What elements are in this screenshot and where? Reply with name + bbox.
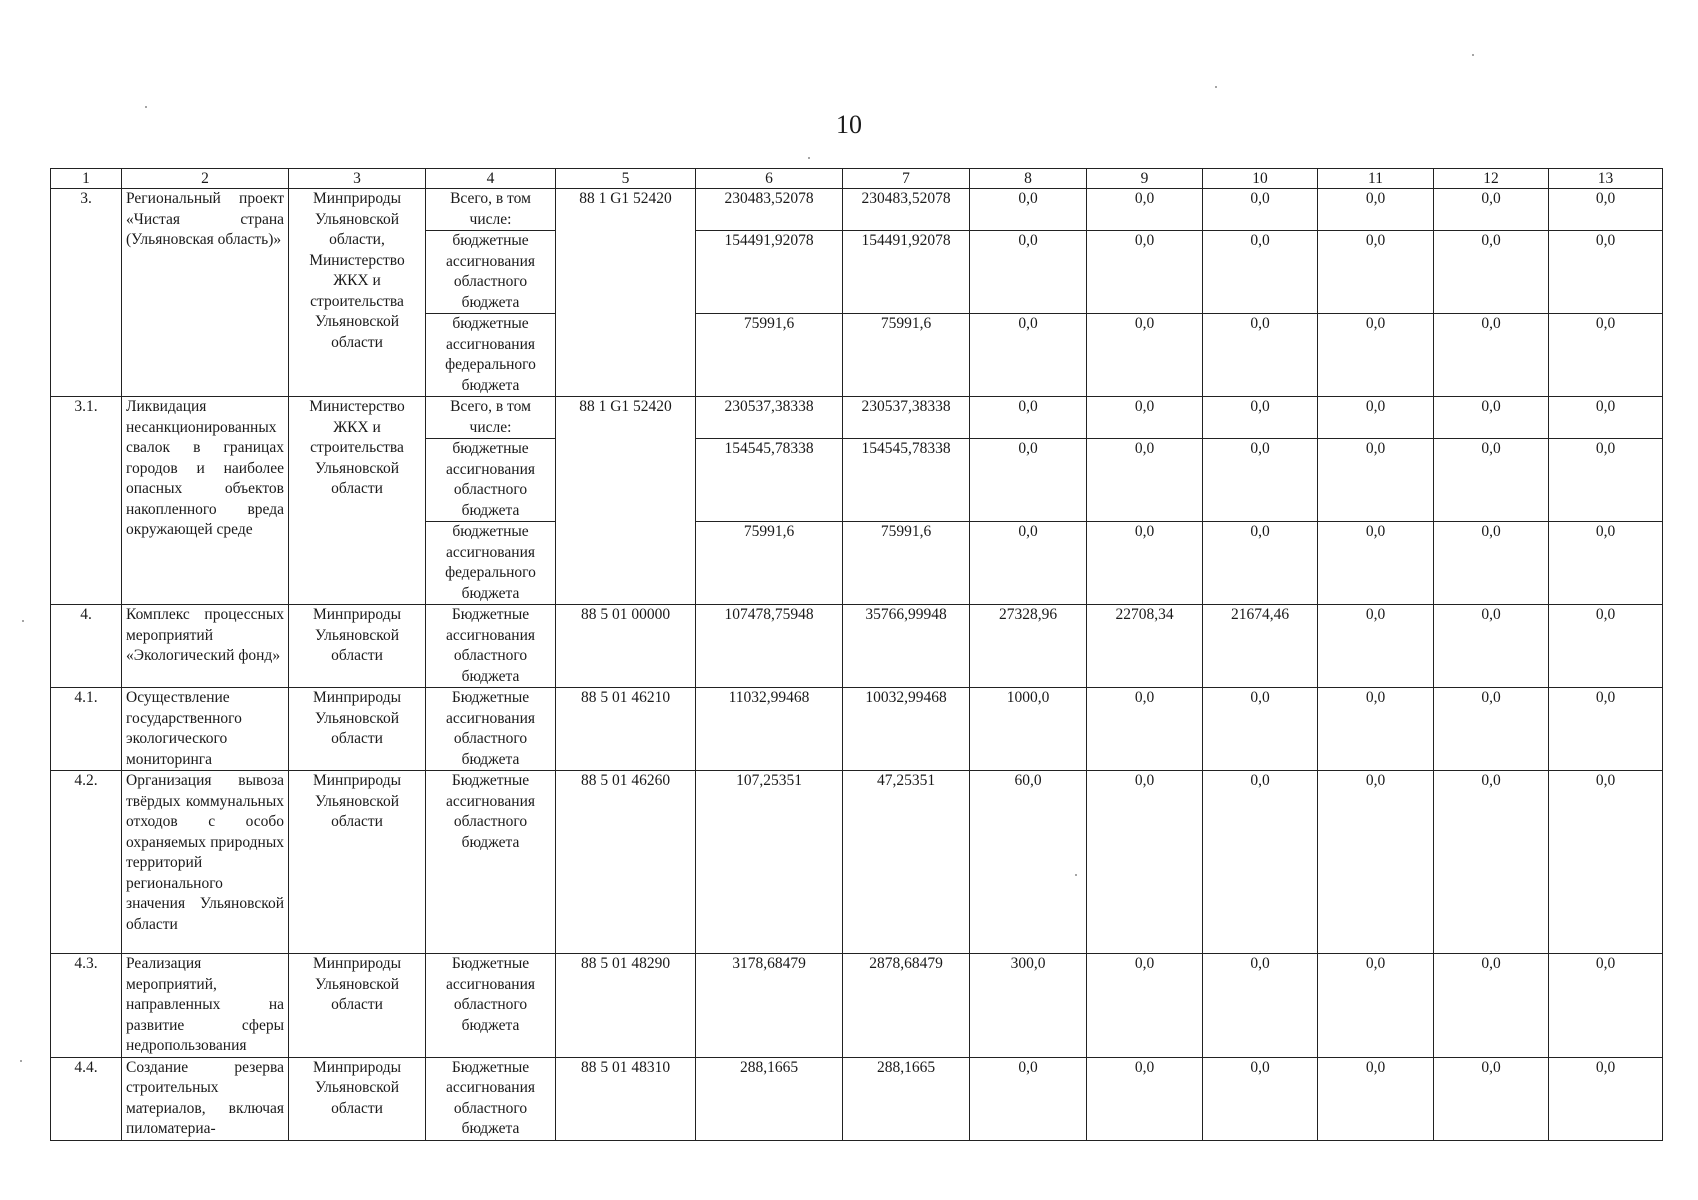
amount-cell: 0,0 (1318, 439, 1434, 522)
amount-cell: 0,0 (1087, 439, 1203, 522)
column-number: 8 (970, 169, 1087, 189)
table-row (51, 771, 1663, 954)
amount-cell: 0,0 (970, 522, 1087, 605)
amount-cell: 0,0 (1434, 231, 1549, 314)
amount-cell: 0,0 (1318, 314, 1434, 397)
amount-cell: 300,0 (970, 954, 1087, 1058)
amount-cell: 0,0 (1318, 1057, 1434, 1140)
item-number: 4.4. (51, 1057, 122, 1140)
item-executor: Минприроды Ульяновской области (289, 688, 426, 771)
amount-cell: 230537,38338 (843, 397, 970, 439)
amount-cell: 0,0 (1434, 1057, 1549, 1140)
amount-cell: 75991,6 (696, 314, 843, 397)
budget-code: 88 1 G1 52420 (556, 397, 696, 605)
amount-cell: 0,0 (1087, 688, 1203, 771)
funding-source: бюджетные ассигнования федерального бюджета (426, 314, 556, 397)
amount-cell: 75991,6 (696, 522, 843, 605)
amount-cell: 0,0 (1087, 1057, 1203, 1140)
column-number: 2 (122, 169, 289, 189)
column-number: 6 (696, 169, 843, 189)
amount-cell: 11032,99468 (696, 688, 843, 771)
item-number: 3. (51, 189, 122, 397)
item-number: 4.3. (51, 954, 122, 1058)
amount-cell: 0,0 (970, 397, 1087, 439)
amount-cell: 0,0 (1549, 189, 1663, 231)
amount-cell: 0,0 (1318, 605, 1434, 688)
amount-cell: 0,0 (1318, 397, 1434, 439)
amount-cell: 0,0 (1434, 605, 1549, 688)
amount-cell: 0,0 (1549, 688, 1663, 771)
amount-cell: 0,0 (1434, 688, 1549, 771)
amount-cell: 0,0 (1203, 771, 1318, 954)
column-number: 1 (51, 169, 122, 189)
budget-code: 88 5 01 00000 (556, 605, 696, 688)
scan-speck (145, 106, 147, 108)
table-row (51, 954, 1663, 1058)
amount-cell: 0,0 (1549, 954, 1663, 1058)
amount-cell: 0,0 (1203, 314, 1318, 397)
funding-source: бюджетные ассигнования областного бюджета (426, 439, 556, 522)
amount-cell: 0,0 (1434, 397, 1549, 439)
amount-cell: 0,0 (1203, 688, 1318, 771)
amount-cell: 0,0 (1549, 439, 1663, 522)
amount-cell: 75991,6 (843, 314, 970, 397)
amount-cell: 107478,75948 (696, 605, 843, 688)
scan-speck (20, 1060, 22, 1062)
amount-cell: 0,0 (1318, 189, 1434, 231)
scan-speck (1215, 86, 1217, 88)
amount-cell: 0,0 (1087, 771, 1203, 954)
amount-cell: 27328,96 (970, 605, 1087, 688)
amount-cell: 0,0 (1203, 231, 1318, 314)
scan-speck (22, 620, 24, 622)
amount-cell: 0,0 (1318, 771, 1434, 954)
amount-cell: 0,0 (970, 439, 1087, 522)
amount-cell: 0,0 (1087, 954, 1203, 1058)
table-row (51, 605, 1663, 688)
amount-cell: 22708,34 (1087, 605, 1203, 688)
amount-cell: 0,0 (1549, 231, 1663, 314)
scan-speck (808, 157, 810, 159)
item-number: 4. (51, 605, 122, 688)
item-name: Комплекс процессных мероприятий «Экологический фонд» (122, 605, 289, 688)
item-executor: Минприроды Ульяновской области (289, 771, 426, 954)
amount-cell: 0,0 (1434, 314, 1549, 397)
table-row (51, 688, 1663, 771)
budget-code: 88 5 01 46260 (556, 771, 696, 954)
funding-source: Бюджетные ассигнования областного бюджета (426, 954, 556, 1058)
amount-cell: 0,0 (1318, 954, 1434, 1058)
page-number: 10 (836, 110, 862, 139)
column-number: 9 (1087, 169, 1203, 189)
amount-cell: 0,0 (1318, 522, 1434, 605)
amount-cell: 0,0 (1549, 314, 1663, 397)
funding-source: бюджетные ассигнования федерального бюджета (426, 522, 556, 605)
amount-cell: 0,0 (1087, 522, 1203, 605)
budget-code: 88 5 01 48290 (556, 954, 696, 1058)
funding-source: Всего, в том числе: (426, 189, 556, 231)
column-number: 3 (289, 169, 426, 189)
amount-cell: 0,0 (1318, 688, 1434, 771)
item-executor: Минприроды Ульяновской области (289, 954, 426, 1058)
amount-cell: 154491,92078 (696, 231, 843, 314)
amount-cell: 0,0 (1549, 397, 1663, 439)
amount-cell: 0,0 (1549, 605, 1663, 688)
amount-cell: 0,0 (970, 231, 1087, 314)
amount-cell: 35766,99948 (843, 605, 970, 688)
amount-cell: 0,0 (1434, 954, 1549, 1058)
column-number: 4 (426, 169, 556, 189)
amount-cell: 154545,78338 (696, 439, 843, 522)
amount-cell: 0,0 (1203, 954, 1318, 1058)
item-executor: Минприроды Ульяновской области (289, 605, 426, 688)
amount-cell: 0,0 (1434, 522, 1549, 605)
amount-cell: 0,0 (1087, 189, 1203, 231)
amount-cell: 0,0 (1434, 439, 1549, 522)
amount-cell: 2878,68479 (843, 954, 970, 1058)
item-name: Создание резерва строительных материалов, включая пиломатериа- (122, 1057, 289, 1140)
amount-cell: 154491,92078 (843, 231, 970, 314)
amount-cell: 0,0 (1203, 189, 1318, 231)
amount-cell: 60,0 (970, 771, 1087, 954)
amount-cell: 230537,38338 (696, 397, 843, 439)
column-number: 11 (1318, 169, 1434, 189)
table-row (51, 1057, 1663, 1140)
amount-cell: 0,0 (1203, 522, 1318, 605)
scan-speck (1472, 54, 1474, 56)
item-executor: Министерство ЖКХ и строительства Ульяновской области (289, 397, 426, 605)
amount-cell: 0,0 (1549, 771, 1663, 954)
table-row (51, 189, 1663, 231)
funding-source: Бюджетные ассигнования областного бюджета (426, 605, 556, 688)
amount-cell: 0,0 (1203, 439, 1318, 522)
amount-cell: 47,25351 (843, 771, 970, 954)
amount-cell: 0,0 (1549, 1057, 1663, 1140)
amount-cell: 75991,6 (843, 522, 970, 605)
item-number: 4.2. (51, 771, 122, 954)
amount-cell: 0,0 (970, 314, 1087, 397)
amount-cell: 0,0 (970, 1057, 1087, 1140)
column-number: 12 (1434, 169, 1549, 189)
column-number: 5 (556, 169, 696, 189)
amount-cell: 0,0 (1549, 522, 1663, 605)
amount-cell: 0,0 (970, 189, 1087, 231)
item-number: 3.1. (51, 397, 122, 605)
amount-cell: 0,0 (1087, 397, 1203, 439)
amount-cell: 230483,52078 (843, 189, 970, 231)
item-executor: Минприроды Ульяновской области (289, 1057, 426, 1140)
budget-code: 88 5 01 48310 (556, 1057, 696, 1140)
funding-source: Всего, в том числе: (426, 397, 556, 439)
item-executor: Минприроды Ульяновской области, Министерство ЖКХ и строительства Ульяновской области (289, 189, 426, 397)
item-number: 4.1. (51, 688, 122, 771)
column-number: 10 (1203, 169, 1318, 189)
funding-source: Бюджетные ассигнования областного бюджета (426, 1057, 556, 1140)
budget-code: 88 1 G1 52420 (556, 189, 696, 397)
amount-cell: 0,0 (1318, 231, 1434, 314)
amount-cell: 154545,78338 (843, 439, 970, 522)
amount-cell: 288,1665 (696, 1057, 843, 1140)
item-name: Осуществление государственного экологического мониторинга (122, 688, 289, 771)
amount-cell: 0,0 (1203, 1057, 1318, 1140)
budget-code: 88 5 01 46210 (556, 688, 696, 771)
column-number: 13 (1549, 169, 1663, 189)
budget-table (50, 168, 1663, 1141)
amount-cell: 0,0 (1087, 314, 1203, 397)
item-name: Организация вывоза твёрдых коммунальных отходов с особо охраняемых природных территорий регионального значения Ульяновской области (122, 771, 289, 954)
amount-cell: 21674,46 (1203, 605, 1318, 688)
item-name: Реализация мероприятий, направленных на развитие сферы недропользования (122, 954, 289, 1058)
amount-cell: 3178,68479 (696, 954, 843, 1058)
column-number: 7 (843, 169, 970, 189)
amount-cell: 0,0 (1434, 771, 1549, 954)
column-number-row (51, 169, 1663, 189)
funding-source: бюджетные ассигнования областного бюджета (426, 231, 556, 314)
item-name: Региональный проект «Чистая страна (Ульяновская область)» (122, 189, 289, 397)
amount-cell: 288,1665 (843, 1057, 970, 1140)
item-name: Ликвидация несанкционированных свалок в границах городов и наиболее опасных объектов накопленного вреда окружающей среде (122, 397, 289, 605)
amount-cell: 1000,0 (970, 688, 1087, 771)
table-row (51, 397, 1663, 439)
amount-cell: 0,0 (1434, 189, 1549, 231)
amount-cell: 0,0 (1203, 397, 1318, 439)
amount-cell: 230483,52078 (696, 189, 843, 231)
amount-cell: 10032,99468 (843, 688, 970, 771)
amount-cell: 0,0 (1087, 231, 1203, 314)
funding-source: Бюджетные ассигнования областного бюджета (426, 688, 556, 771)
amount-cell: 107,25351 (696, 771, 843, 954)
funding-source: Бюджетные ассигнования областного бюджета (426, 771, 556, 954)
